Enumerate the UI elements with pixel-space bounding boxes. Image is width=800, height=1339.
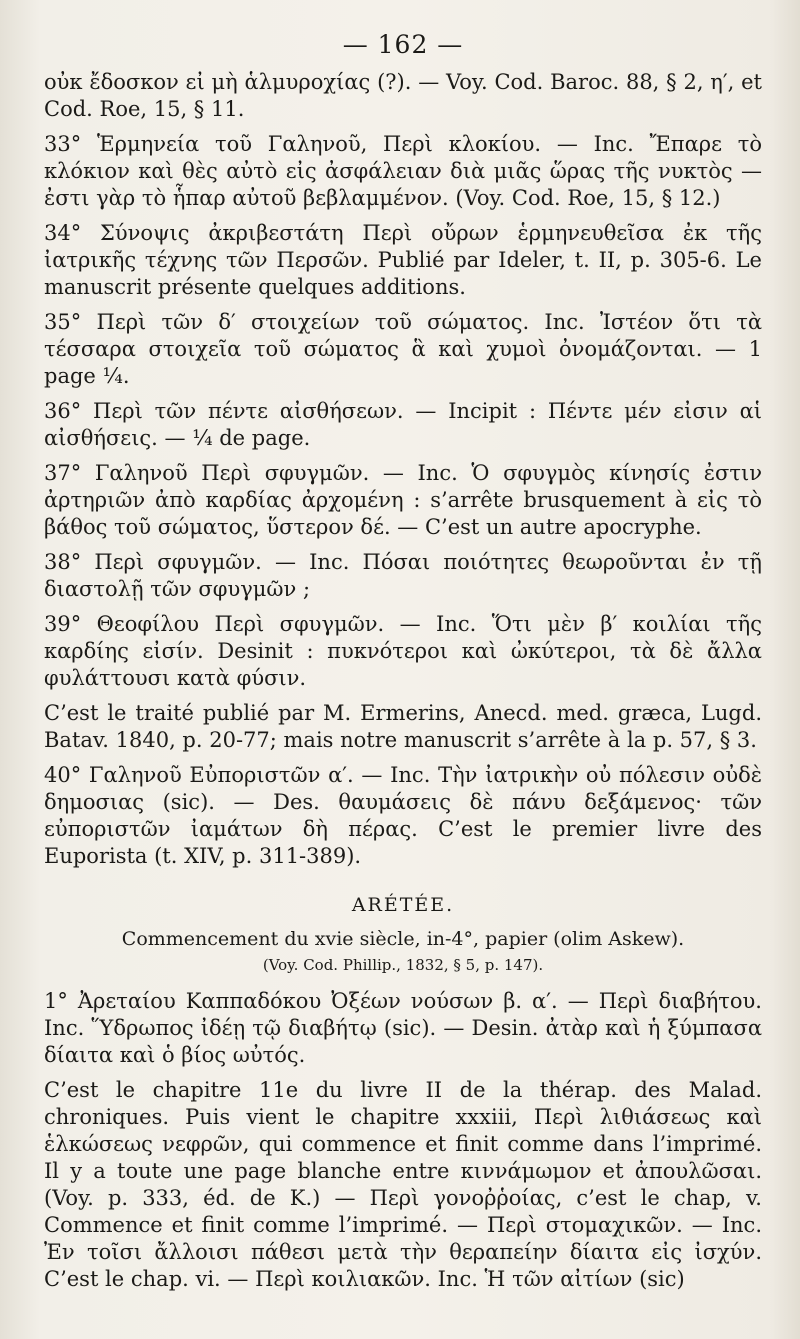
section-heading: ARÉTÉE. (351, 894, 455, 916)
entry-37: 37° Γαληνοῦ Περὶ σφυγμῶν. — Inc. Ὁ σφυγμὸς κίνησίς ἐστιν ἀρτηριῶν ἀπὸ καρδίας ἀρχομένη : s’arrête brusquement à εἰς τὸ βάθος τοῦ σώματος, ὕστερον δέ. — C’est un autre apocryphe. (44, 461, 762, 539)
page-number: — 162 — (342, 30, 464, 59)
section-reference: (Voy. Cod. Phillip., 1832, § 5, p. 147). (262, 956, 544, 974)
entry-40: 40° Γαληνοῦ Εὐποριστῶν α′. — Inc. Τὴν ἰατρικὴν οὐ πόλεσιν οὐδὲ δημοσιας (sic). — Des. θαυμάσεις δὲ πάνυ δεξάμενος· τῶν εὐποριστῶν ἰαμάτων δὴ πέρας. C’est le premier livre des Euporista (t. XIV, p. 311-389). (44, 763, 762, 868)
entry-36: 36° Περὶ τῶν πέντε αἰσθήσεων. — Incipit : Πέντε μέν εἰσιν αἱ αἰσθήσεις. — ¼ de page. (44, 399, 762, 450)
entry-35: 35° Περὶ τῶν δ′ στοιχείων τοῦ σώματος. Inc. Ἰστέον ὅτι τὰ τέσσαρα στοιχεῖα τοῦ σώματος ἃ καὶ χυμοὶ ὀνομάζονται. — 1 page ¼. (44, 310, 762, 388)
entry-39-note: C’est le traité publié par M. Ermerins, Anecd. med. græca, Lugd. Batav. 1840, p. 20-77; mais notre manuscrit s’arrête à la p. 57, § 3. (44, 701, 762, 752)
paragraph-continuation: οὐκ ἔδοσκον εἰ μὴ ἁλμυροχίας (?). — Voy. Cod. Baroc. 88, § 2, η′, et Cod. Roe, 15, § 11. (44, 70, 762, 121)
entry-38: 38° Περὶ σφυγμῶν. — Inc. Πόσαι ποιότητες θεωροῦνται ἐν τῇ διαστολῇ τῶν σφυγμῶν ; (44, 550, 762, 601)
entry-33: 33° Ἑρμηνεία τοῦ Γαληνοῦ, Περὶ κλοκίου. — Inc. Ἔπαρε τὸ κλόκιον καὶ θὲς αὐτὸ εἰς ἀσφάλειαν διὰ μιᾶς ὥρας τῆς νυκτὸς — ἐστι γὰρ τὸ ἧπαρ αὐτοῦ βεβλαμμένον. (Voy. Cod. Roe, 15, § 12.) (44, 132, 762, 210)
section-subtitle: Commencement du xvie siècle, in-4°, papier (olim Askew). (121, 928, 685, 950)
entry-34: 34° Σύνοψις ἀκριβεστάτη Περὶ οὔρων ἑρμηνευθεῖσα ἐκ τῆς ἰατρικῆς τέχνης τῶν Περσῶν. Publié par Ideler, t. II, p. 305-6. Le manuscrit présente quelques additions. (44, 221, 762, 299)
aretee-note: C’est le chapitre 11e du livre II de la thérap. des Malad. chroniques. Puis vient le chapitre xxxiii, Περὶ λιθιάσεως καὶ ἑλκώσεως νεφρῶν, qui commence et finit comme dans l’imprimé. Il y a toute une page blanche entre κιννάμωμον et ἀπουλῶσαι. (Voy. p. 333, éd. de K.) — Περὶ γονοῤῥοίας, c’est le chap, v. Commence et finit comme l’imprimé. — Περὶ στομαχικῶν. — Inc. Ἐν τοῖσι ἄλλοισι πάθεσι μετὰ τὴν θεραπείην δίαιτα εἰς ἰσχύν. C’est le chap. vi. — Περὶ κοιλιακῶν. Inc. Ἡ τῶν αἰτίων (sic) (44, 1078, 762, 1291)
entry-39: 39° Θεοφίλου Περὶ σφυγμῶν. — Inc. Ὅτι μὲν β′ κοιλίαι τῆς καρδίης εἰσίν. Desinit : πυκνότεροι καὶ ὠκύτεροι, τὰ δὲ ἄλλα φυλάττουσι κατὰ φύσιν. (44, 612, 762, 690)
aretee-entry-1: 1° Ἀρεταίου Καππαδόκου Ὀξέων νούσων β. α′. — Περὶ διαβήτου. Inc. Ὕδρωπος ἰδέῃ τῷ διαβήτῳ (sic). — Desin. ἀτὰρ καὶ ἡ ξύμπασα δίαιτα καὶ ὁ βίος ωὐτός. (44, 989, 762, 1067)
